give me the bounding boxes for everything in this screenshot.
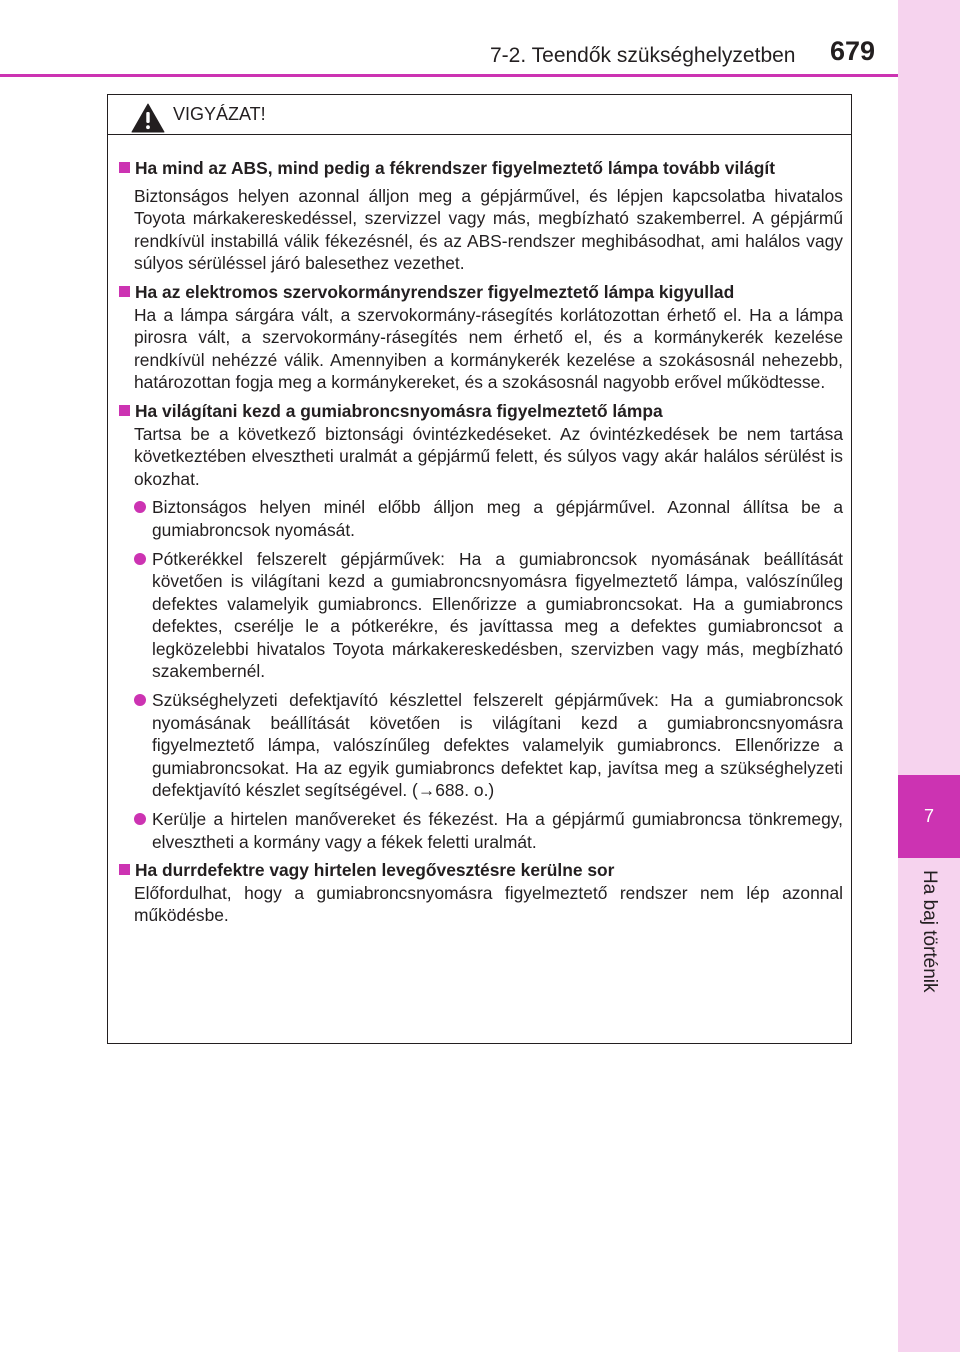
section-heading [119, 400, 843, 423]
chapter-number: 7 [923, 806, 934, 826]
list-item [134, 548, 843, 684]
circle-bullet-icon [134, 553, 146, 565]
warning-header [108, 95, 851, 135]
list-item-text: Kerülje a hirtelen manővereket és fékezést. Ha a gépjármű gumiabroncsa tönkremegy, elvesztheti a kormány vagy a fékek feletti uralmát. [152, 809, 843, 852]
list-item [134, 808, 843, 853]
page-number: 679 [830, 36, 876, 66]
list-item [134, 496, 843, 541]
warning-box [107, 94, 852, 1044]
section-body: Tartsa be a következő biztonsági óvintézkedéseket. Az óvintézkedések be nem tartása következtében elvesztheti uralmát a gépjármű felett, és súlyos vagy akár halálos sérülést is okozhat. [134, 423, 843, 489]
section-heading-text: Ha durrdefektre vagy hirtelen levegővesztésre kerülne sor [135, 860, 615, 881]
section-title: 7-2. Teendők szükséghelyzetben [490, 44, 796, 67]
chapter-tab [898, 775, 960, 858]
warning-content [119, 157, 843, 927]
warning-triangle-icon [131, 103, 165, 133]
warning-title: VIGYÁZAT! [173, 104, 266, 124]
section-heading-text: Ha világítani kezd a gumiabroncsnyomásra figyelmeztető lámpa [135, 400, 663, 421]
header-rule [0, 74, 898, 77]
square-bullet-icon [119, 162, 130, 173]
square-bullet-icon [119, 405, 130, 416]
section-body: Előfordulhat, hogy a gumiabroncsnyomásra figyelmeztető rendszer nem lép azonnal működésbe. [134, 882, 843, 926]
square-bullet-icon [119, 286, 130, 297]
circle-bullet-icon [134, 813, 146, 825]
circle-bullet-icon [134, 501, 146, 513]
chapter-title: Ha baj történik [919, 870, 940, 993]
list-item-text: Biztonságos helyen minél előbb álljon meg a gépjárművel. Azonnal állítsa be a gumiabroncsok nyomását. [152, 497, 843, 540]
side-chapter-strip [898, 0, 960, 1352]
circle-bullet-icon [134, 694, 146, 706]
section-heading [119, 157, 843, 180]
section-heading-text: Ha mind az ABS, mind pedig a fékrendszer figyelmeztető lámpa tovább világít [135, 158, 776, 178]
list-item [134, 689, 843, 802]
list-item-text: Szükséghelyzeti defektjavító készlettel felszerelt gépjárművek: Ha a gumiabroncsok nyomásának beállítását követően is világítani kezd a gumiabroncsnyomásra figyelmeztető lámpa, valószínűleg defektes valamelyik gumiabroncs. Ellenőrizze a gumiabroncsokat. Ha az egyik gumiabroncs defektet kap, javítsa meg a szükséghelyzeti defektjavító készlet segítségével. (→688. o.) [152, 690, 843, 801]
section-heading [119, 281, 843, 304]
list-item-text: Pótkerékkel felszerelt gépjárművek: Ha a gumiabroncsok nyomásának beállítását követően is világítani kezd a gumiabroncsnyomásra figyelmeztető lámpa, valószínűleg defektes valamelyik gumiabroncs. Ellenőrizze a gumiabroncsokat. Ha a gumiabroncs defektes, cserélje le a pótkerékre, és javíttassa meg a defektes gumiabroncsot a legközelebbi hivatalos Toyota márkakereskedésben, szervizben vagy más, megbízható szakembernél. [152, 548, 843, 682]
section-heading-text: Ha az elektromos szervokormányrendszer figyelmeztető lámpa kigyullad [135, 281, 735, 302]
section-heading [119, 859, 843, 882]
square-bullet-icon [119, 864, 130, 875]
section-body: Ha a lámpa sárgára vált, a szervokormány-rásegítés korlátozottan érhető el. Ha a lámpa pirosra vált, a szervokormány-rásegítés nem érhető el, és a kormánykerék kezelése rendkívül nehézzé válik. Amennyiben a kormánykerék kezelése a szokásosnál nehezebb, határozottan fogja meg a kormánykereket, és a szokásosnál nagyobb erővel működtesse. [134, 304, 843, 393]
section-body: Biztonságos helyen azonnal álljon meg a gépjárművel, és lépjen kapcsolatba hivatalos Toyota márkakereskedéssel, szervizzel vagy más, megbízható szakemberrel. A gépjármű rendkívül instabillá válik fékezésnél, és az ABS-rendszer meghibásodhat, ami halálos vagy súlyos sérüléssel járó balesethez vezethet. [134, 185, 843, 274]
